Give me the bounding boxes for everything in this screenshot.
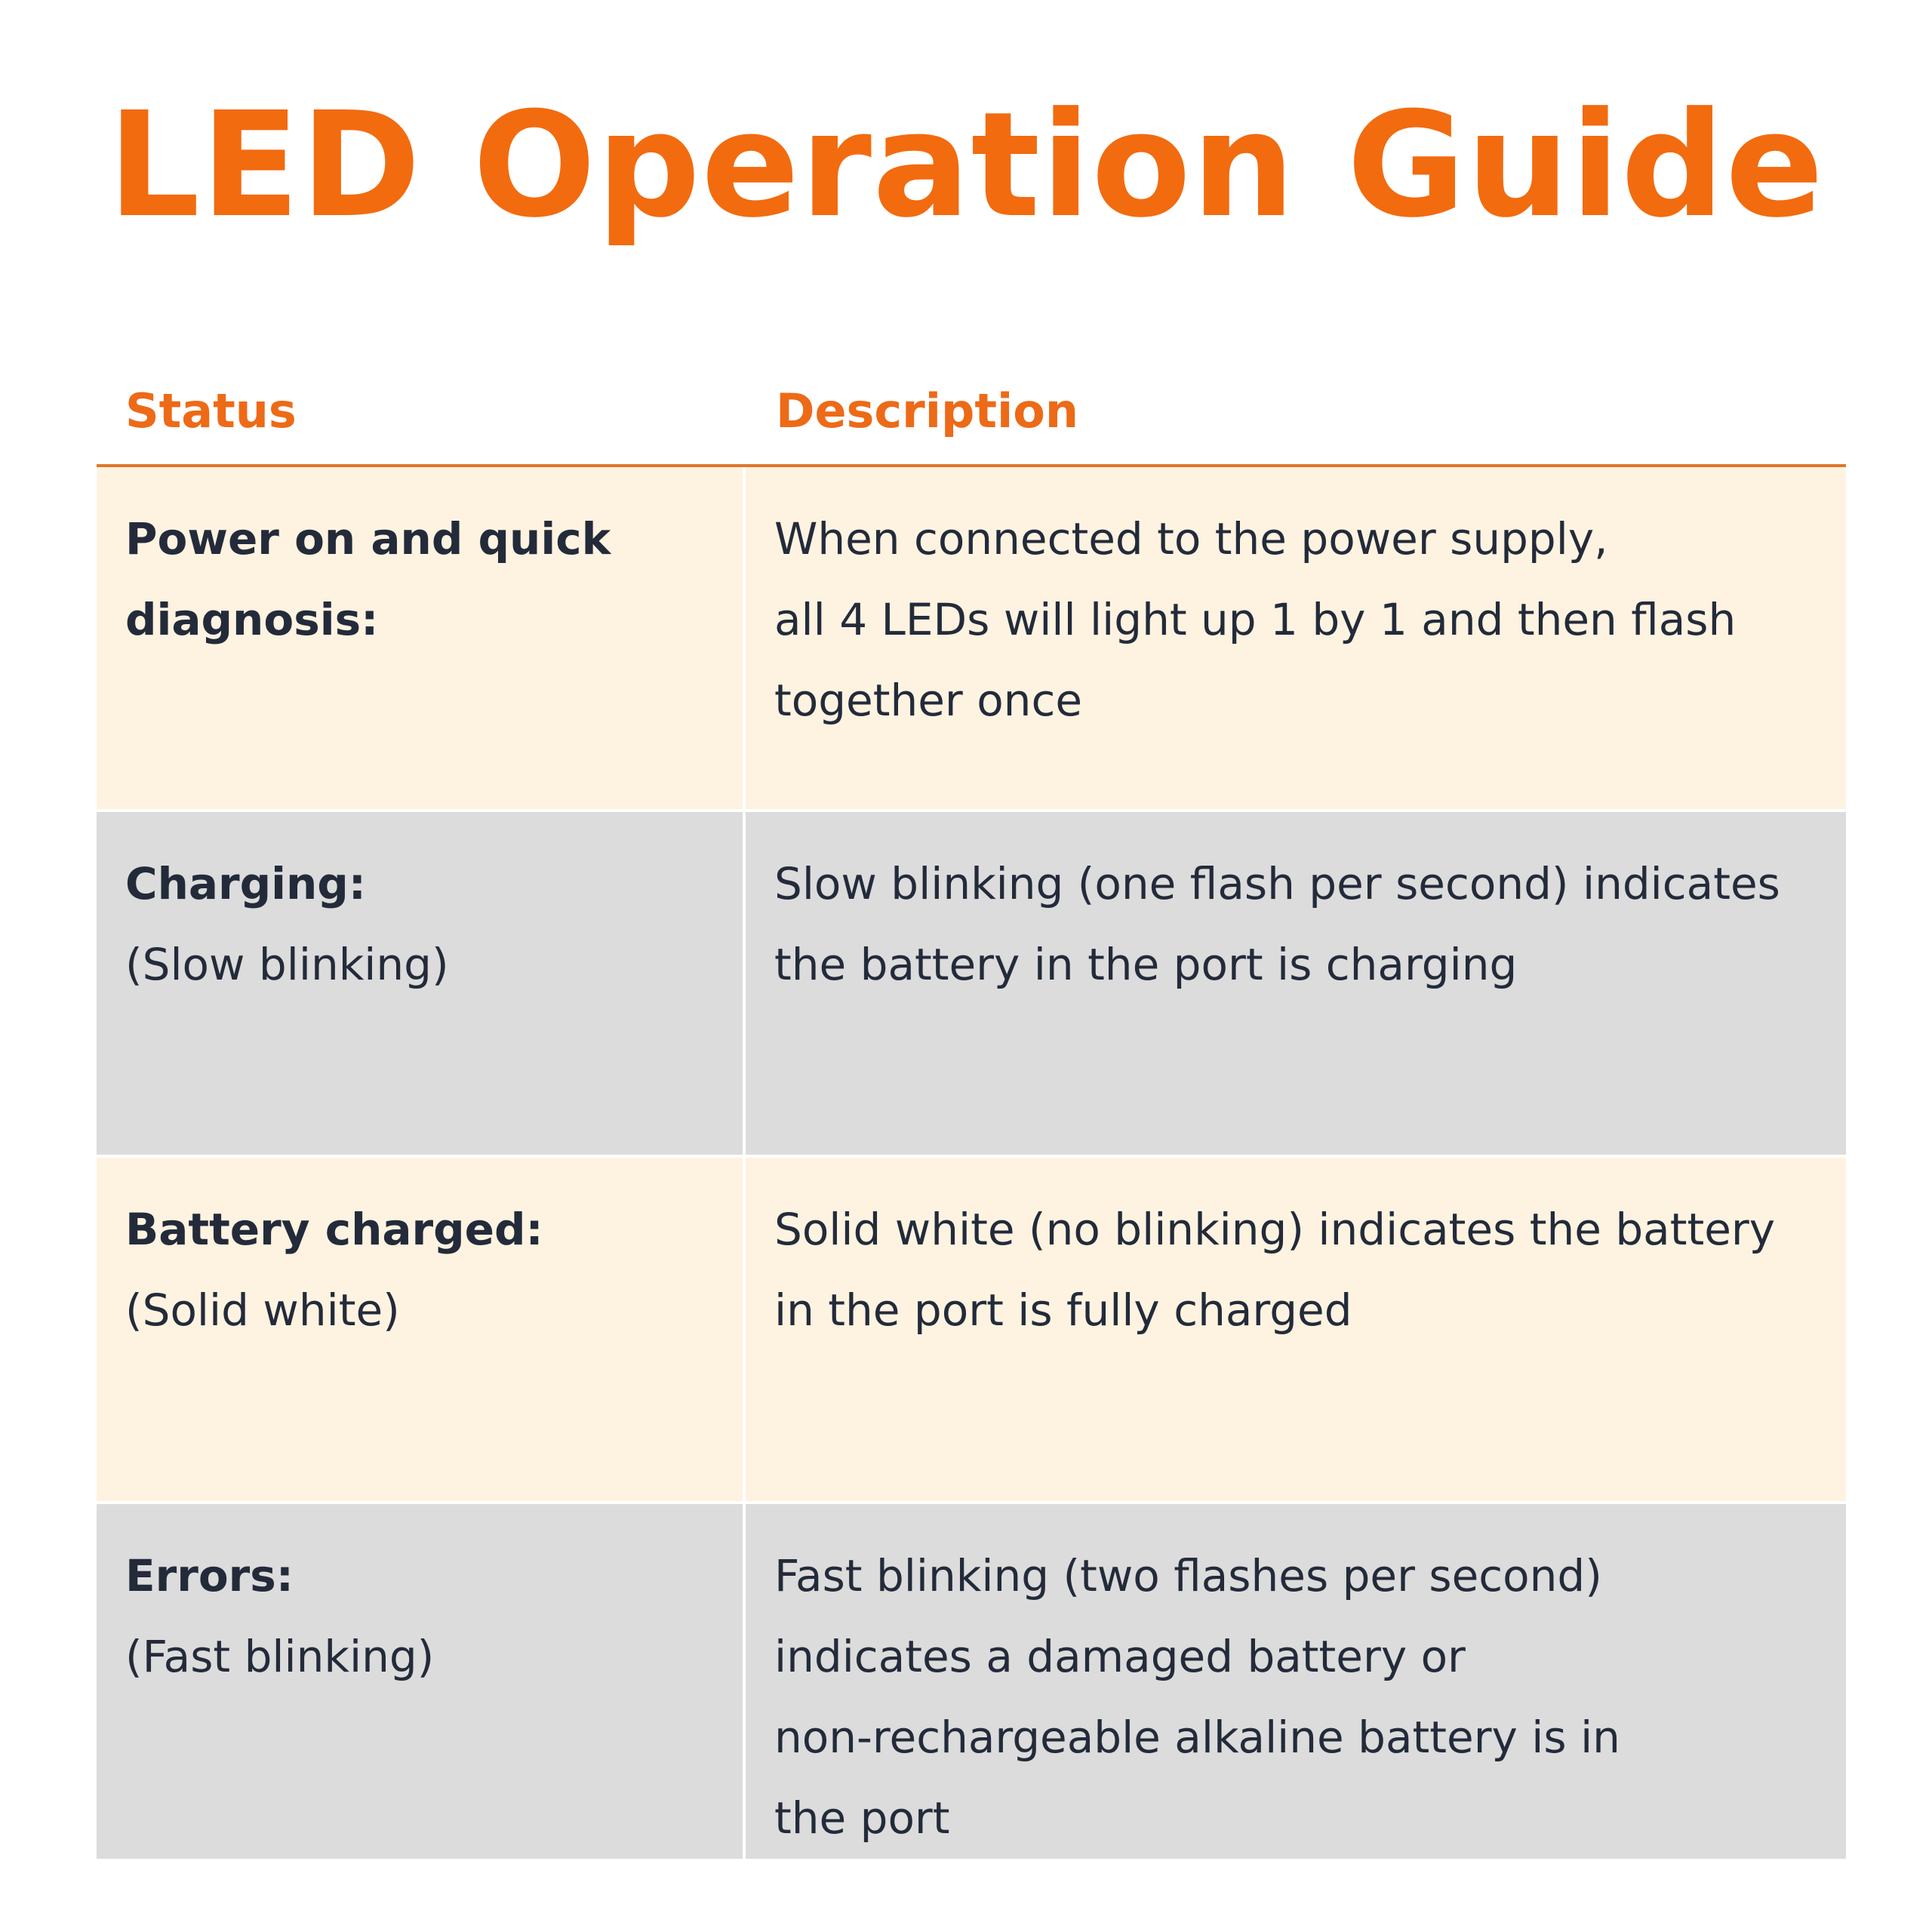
status-title: Errors: — [125, 1550, 294, 1601]
status-title: Charging: — [125, 858, 366, 909]
status-subtitle: (Fast blinking) — [125, 1631, 435, 1682]
table-row — [97, 1155, 1846, 1501]
table-row — [97, 467, 1846, 809]
status-title: diagnosis: — [125, 594, 379, 645]
description-cell — [746, 1158, 1846, 1501]
status-subtitle: (Solid white) — [125, 1284, 400, 1336]
description-text: Solid white (no blinking) indicates the battery — [774, 1204, 1776, 1255]
description-text: Slow blinking (one flash per second) indicates — [774, 858, 1780, 909]
description-text: together once — [774, 675, 1083, 726]
description-text: When connected to the power supply, — [774, 513, 1608, 565]
description-cell — [746, 812, 1846, 1155]
description-text: the battery in the port is charging — [774, 939, 1518, 990]
led-status-table — [97, 362, 1846, 1859]
description-text: Fast blinking (two flashes per second) — [774, 1550, 1602, 1601]
description-cell — [746, 1504, 1846, 1859]
header-description: Description — [776, 383, 1079, 438]
status-title: Battery charged: — [125, 1204, 543, 1255]
description-text: in the port is fully charged — [774, 1284, 1352, 1336]
status-cell — [97, 812, 746, 1155]
status-cell — [97, 1504, 746, 1859]
page-title: LED Operation Guide — [107, 82, 1825, 250]
status-cell — [97, 467, 746, 809]
description-text: non-rechargeable alkaline battery is in — [774, 1712, 1620, 1763]
description-cell — [746, 467, 1846, 809]
description-text: indicates a damaged battery or — [774, 1631, 1466, 1682]
header-status: Status — [125, 383, 297, 438]
status-cell — [97, 1158, 746, 1501]
description-text: all 4 LEDs will light up 1 by 1 and then flash — [774, 594, 1737, 645]
status-subtitle: (Slow blinking) — [125, 939, 449, 990]
table-row — [97, 809, 1846, 1155]
table-header — [97, 362, 1846, 467]
status-title: Power on and quick — [125, 513, 611, 565]
description-text: the port — [774, 1792, 950, 1844]
table-row — [97, 1501, 1846, 1859]
